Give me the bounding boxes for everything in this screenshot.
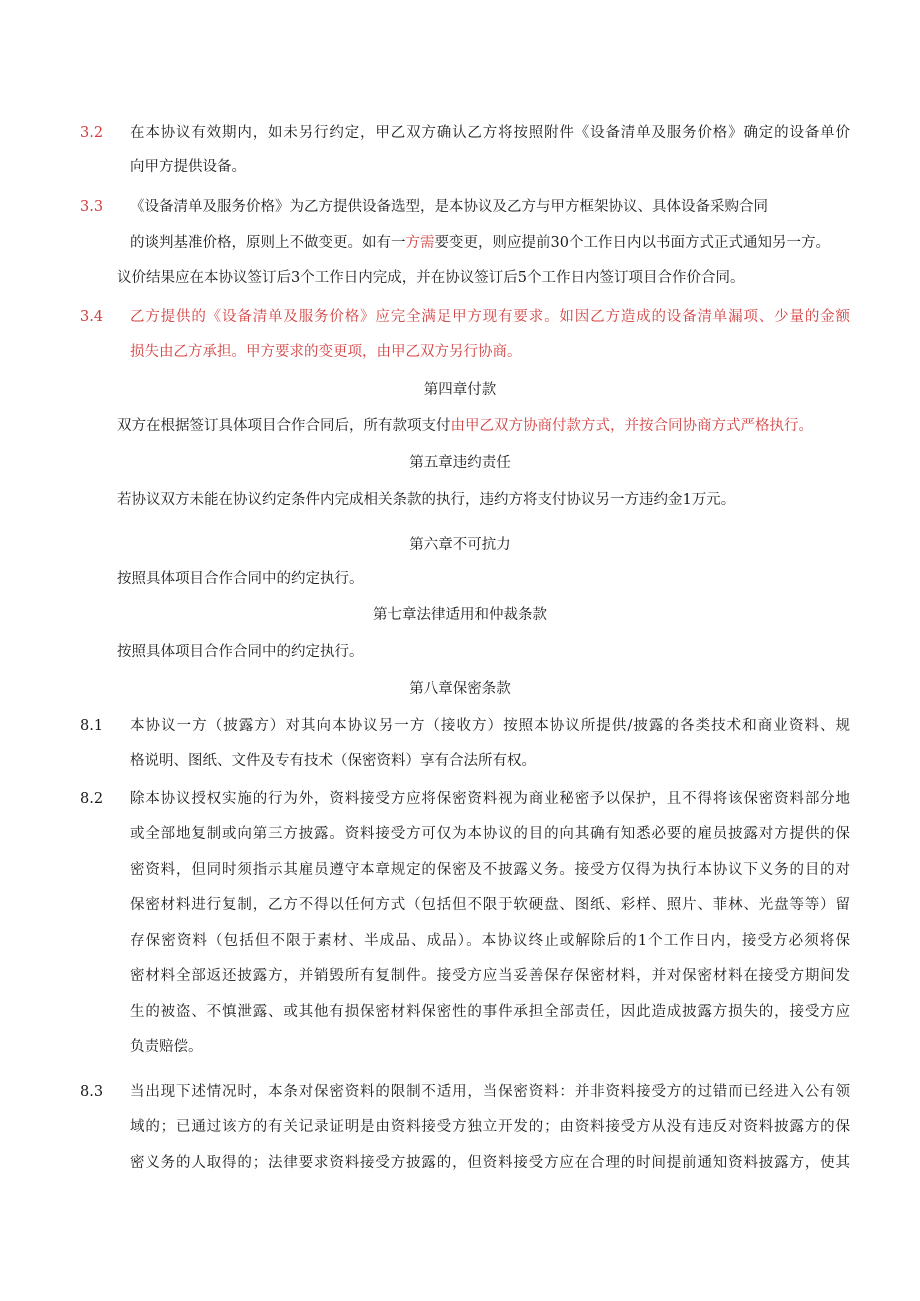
clause-3-2-line-1: 在本协议有效期内，如未另行约定，甲乙双方确认乙方将按照附件《设备清单及服务价格》确定的设备单价 [130,125,850,141]
clause-3-2-line-2: 向甲方提供设备。 [130,159,246,175]
chapter-8-title: 第八章保密条款 [409,681,511,697]
chapter-6-title: 第六章不可抗力 [409,537,511,553]
chapter-4-title: 第四章付款 [423,382,497,398]
clause-8-2-line-5: 存保密资料（包括但不限于素材、半成品、成品）。本协议终止或解除后的1个工作日内，接受方必须将保 [130,933,850,949]
chapter-4-body-part-b: 由甲乙双方协商付款方式，并按合同协商方式严格执行。 [450,418,813,434]
clause-8-1-line-2: 格说明、图纸、文件及专有技术（保密资料）享有合法所有权。 [130,753,536,769]
clause-3-3-line-3: 议价结果应在本协议签订后3个工作日内完成，并在协议签订后5个工作日内签订项目合作价合同。 [117,270,745,286]
clause-number-8-3: 8.3 [80,1084,104,1100]
clause-8-3-line-2: 域的；已通过该方的有关记录证明是由资料接受方独立开发的；由资料接受方从没有违反对资料披露方的保 [130,1119,850,1135]
clause-8-2-line-1: 除本协议授权实施的行为外，资料接受方应将保密资料视为商业秘密予以保护，且不得将该保密资料部分地 [130,791,850,807]
chapter-4-body-part-a: 双方在根据签订具体项目合作合同后，所有款项支付 [117,418,451,434]
clause-number-3-2: 3.2 [80,125,104,141]
clause-8-2-line-7: 生的被盗、不慎泄露、或其他有损保密材料保密性的事件承担全部责任，因此造成披露方损失的，接受方应 [130,1004,850,1020]
chapter-7-title: 第七章法律适用和仲裁条款 [373,607,547,623]
clause-number-3-3: 3.3 [80,199,104,215]
clause-8-1-line-1: 本协议一方（披露方）对其向本协议另一方（接收方）按照本协议所提供/披露的各类技术和商业资料、规 [130,718,850,734]
chapter-5-body: 若协议双方未能在协议约定条件内完成相关条款的执行，违约方将支付协议另一方违约金1万元。 [117,492,736,508]
clause-number-3-4: 3.4 [80,309,104,325]
clause-3-4-line-2: 损失由乙方承担。甲方要求的变更项，由甲乙双方另行协商。 [130,344,522,360]
chapter-5-title: 第五章违约责任 [409,455,511,471]
clause-8-2-line-6: 密材料全部返还披露方，并销毁所有复制件。接受方应当妥善保存保密材料，并对保密材料在接受方期间发 [130,968,850,984]
clause-8-2-line-3: 密资料，但同时须指示其雇员遵守本章规定的保密及不披露义务。接受方仅得为执行本协议下义务的目的对 [130,862,850,878]
chapter-6-body: 按照具体项目合作合同中的约定执行。 [117,571,364,587]
clause-3-3-line-2 [130,233,830,253]
clause-8-3-line-1: 当出现下述情况时，本条对保密资料的限制不适用，当保密资料：并非资料接受方的过错而已经进入公有领 [130,1084,850,1100]
clause-3-4-line-1: 乙方提供的《设备清单及服务价格》应完全满足甲方现有要求。如因乙方造成的设备清单漏项、少量的金额 [130,309,850,325]
clause-number-8-2: 8.2 [80,791,104,807]
clause-8-2-line-4: 保密材料进行复制，乙方不得以任何方式（包括但不限于软硬盘、图纸、彩样、照片、菲林、光盘等等）留 [130,897,850,913]
clause-number-8-1: 8.1 [80,718,104,734]
clause-3-3-line-1: 《设备清单及服务价格》为乙方提供设备选型，是本协议及乙方与甲方框架协议、具体设备采购合同 [130,199,768,215]
clause-3-3-line-2-part-a: 的谈判基准价格，原则上不做变更。如有一 [130,235,406,251]
clause-3-3-line-2-part-b: 方需 [405,235,435,251]
clause-3-3-line-2-part-c: 要变更，则应提前30个工作日内以书面方式正式通知另一方。 [434,235,830,251]
chapter-4-body [117,416,813,436]
clause-8-2-line-2: 或全部地复制或向第三方披露。资料接受方可仅为本协议的目的向其确有知悉必要的雇员披露对方提供的保 [130,826,850,842]
clause-8-3-line-3: 密义务的人取得的；法律要求资料接受方披露的，但资料接受方应在合理的时间提前通知资料披露方，使其 [130,1155,850,1171]
clause-8-2-line-8: 负责赔偿。 [130,1039,203,1055]
chapter-7-body: 按照具体项目合作合同中的约定执行。 [117,644,364,660]
